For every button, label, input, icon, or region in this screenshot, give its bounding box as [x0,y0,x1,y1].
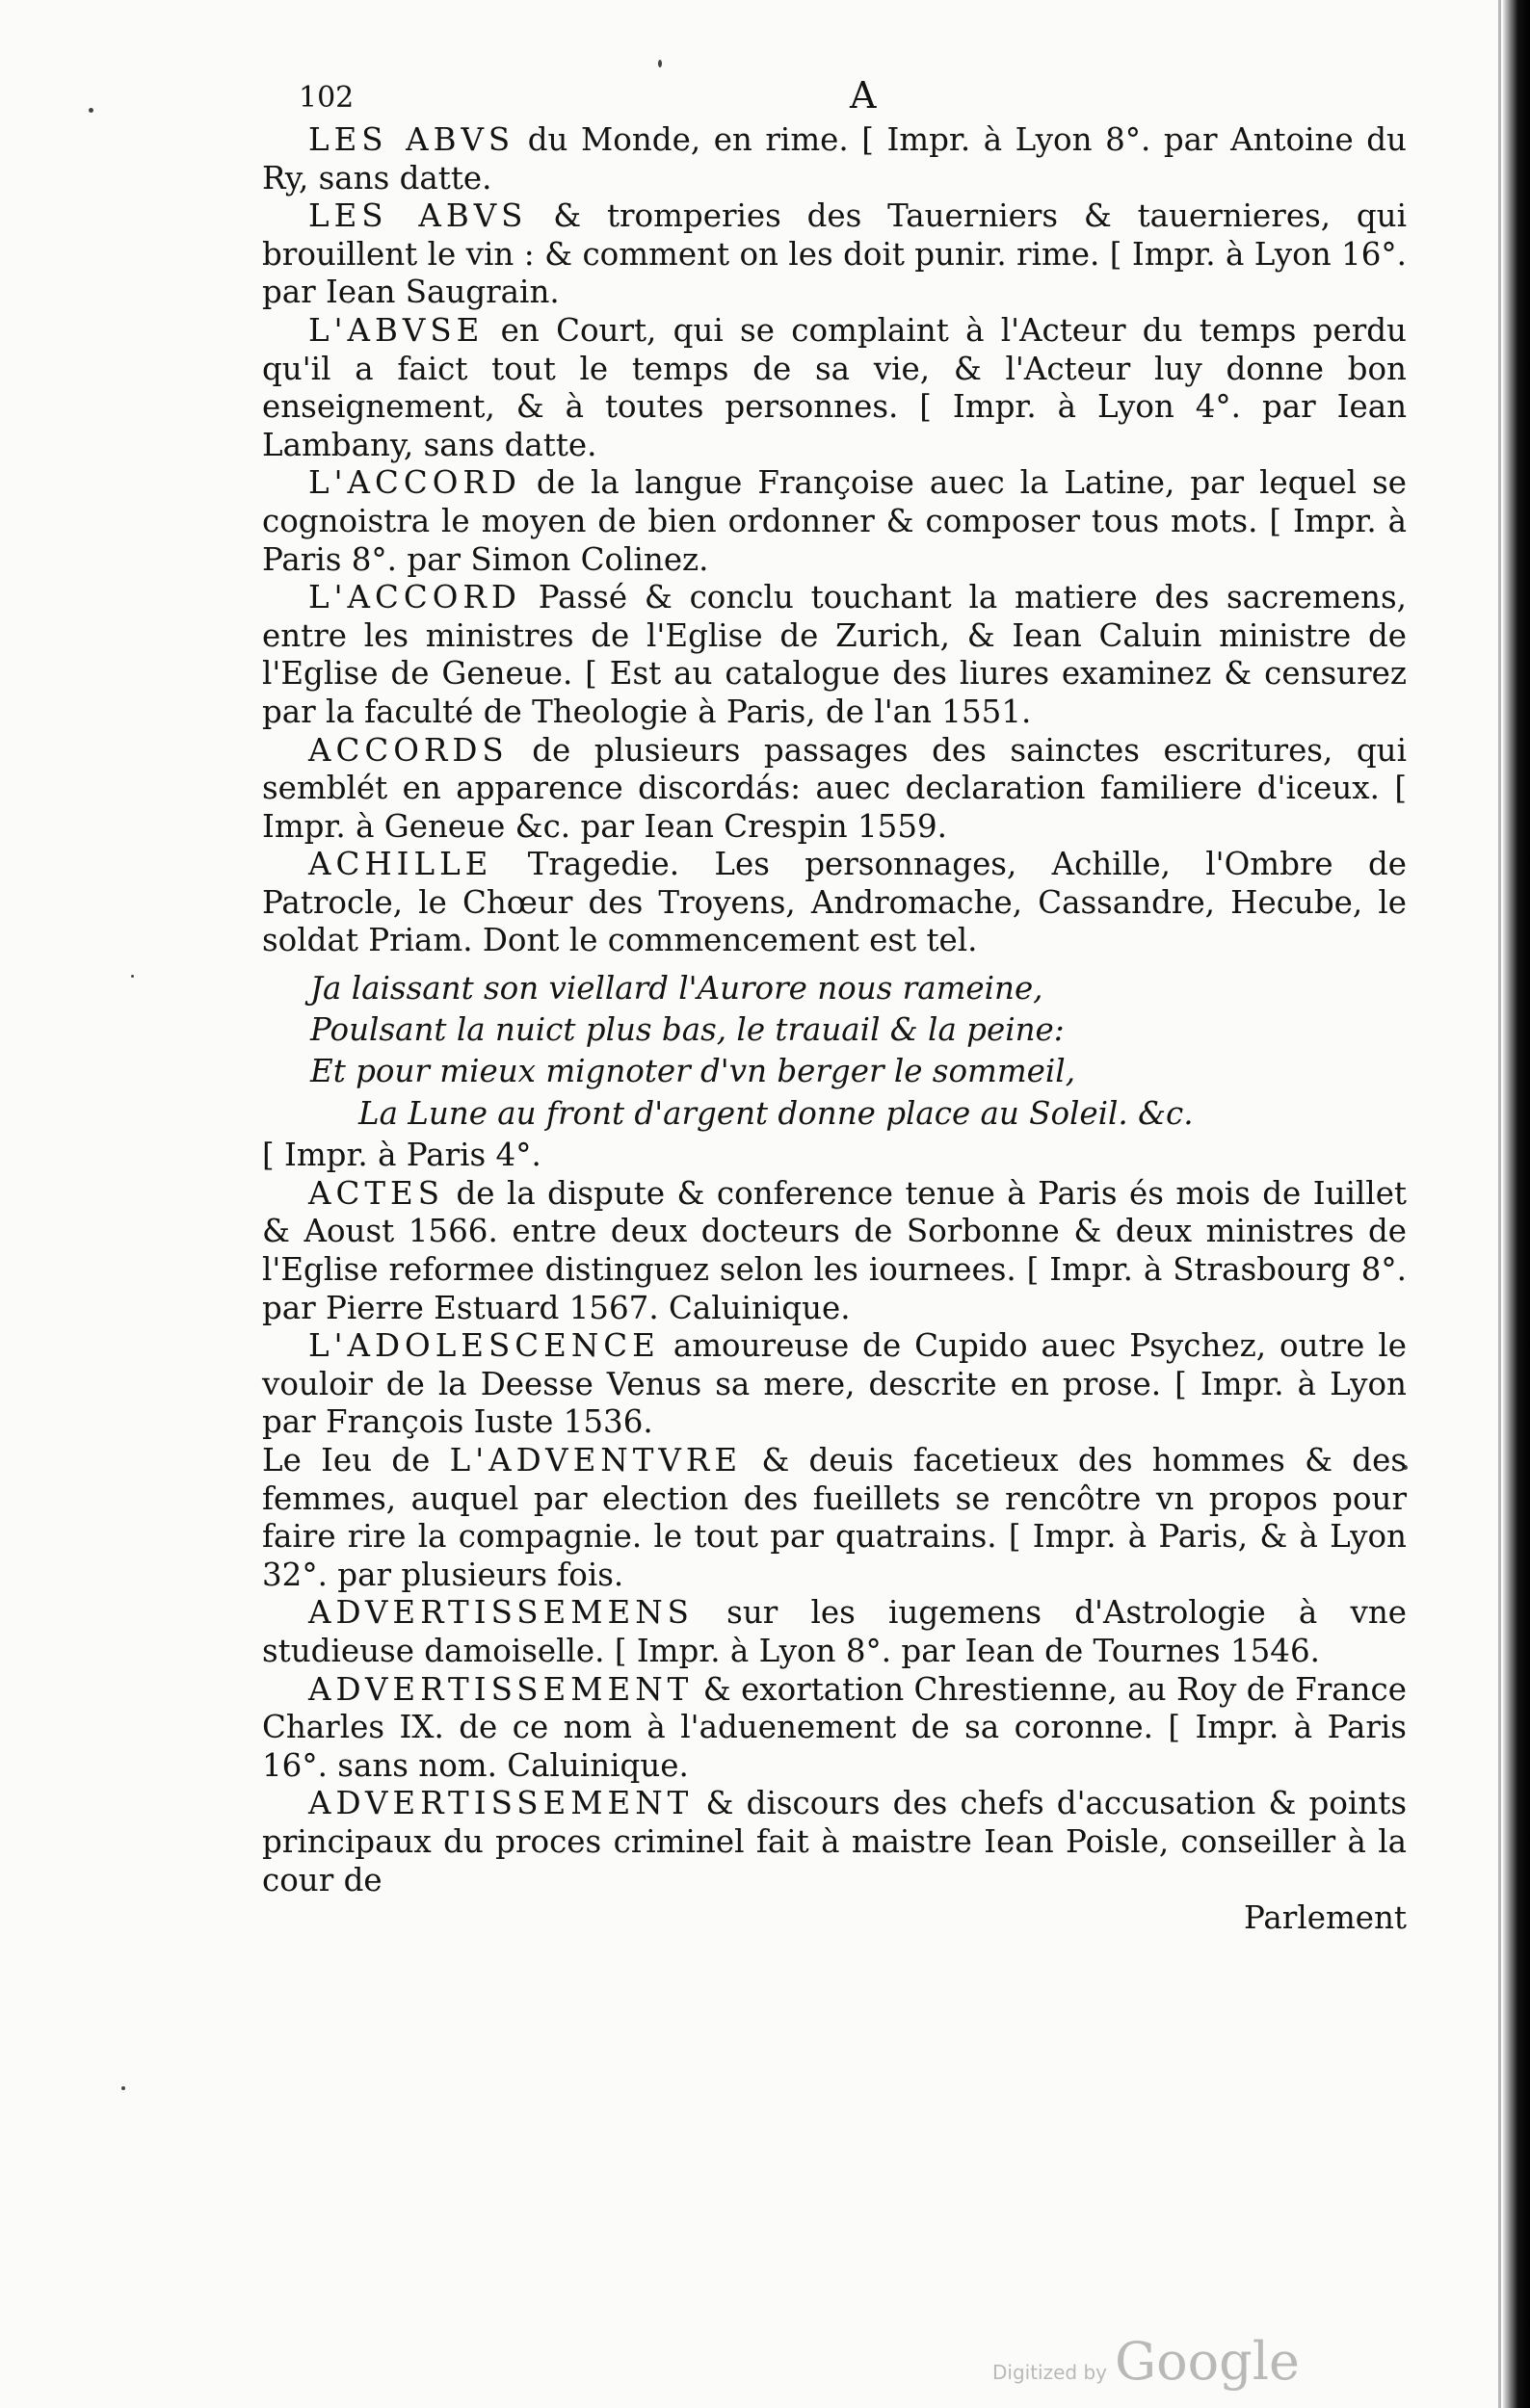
entry-keyword: L'ACCORD [308,579,521,616]
entry [262,1785,1407,1899]
entry-text: & exortation Chrestienne, au Roy de France Charles IX. de ce nom à l'aduenement de sa coronne. [ Impr. à Paris 16°. sans nom. Caluinique. [262,1670,1407,1784]
entry [262,121,1407,197]
entry [262,1327,1407,1442]
section-letter: A [850,74,878,117]
entry-keyword: L'ADOLESCENCE [308,1327,660,1365]
ink-speck [131,975,134,978]
catchword: Parlement [1244,1899,1407,1937]
entry-lead: Le Ieu de [262,1441,450,1479]
entry-text: amoureuse de Cupido auec Psychez, outre le vouloir de la Deesse Venus sa mere, descrite en prose. [ Impr. à Lyon par François Iuste 1536. [262,1327,1407,1441]
ink-speck [658,60,662,67]
entry-keyword: ADVERTISSEMENT [308,1785,694,1822]
entry-keyword: ADVERTISSEMENS [308,1594,694,1632]
entry-text: en Court, qui se complaint à l'Acteur du temps perdu qu'il a faict tout le temps de sa vie, & l'Acteur luy donne bon enseignement, & à toutes personnes. [ Impr. à Lyon 4°. par Iean Lambany, sans datte. [262,311,1407,463]
entry [262,846,1407,960]
entry-text: du Monde, en rime. [ Impr. à Lyon 8°. par Antoine du Ry, sans datte. [262,121,1407,196]
ink-speck [121,2086,125,2090]
entry-keyword: ACCORDS [308,731,509,769]
entry [262,1594,1407,1670]
verse-imprint: [ Impr. à Paris 4°. [262,1137,541,1174]
page-header [262,74,1407,121]
ink-speck [89,108,93,113]
entry [262,197,1407,312]
entry-keyword: ACTES [308,1174,445,1212]
book-text [262,74,1408,1938]
entry-text: de la langue Françoise auec la Latine, par lequel se cognoistra le moyen de bien ordonner & composer tous mots. [ Impr. à Paris 8°. par Simon Colinez. [262,464,1407,578]
entry [262,732,1407,847]
entry-keyword: LES ABVS [308,121,515,158]
entry-text: sur les iugemens d'Astrologie à vne studieuse damoiselle. [ Impr. à Lyon 8°. par Iean de Tournes 1546. [262,1594,1407,1669]
entry-text: Tragedie. Les personnages, Achille, l'Ombre de Patrocle, le Chœur des Troyens, Andromache, Cassandre, Hecube, le soldat Priam. Dont le commencement est tel. [262,846,1407,959]
verse-quotation [262,970,1407,1133]
verse-line: Ja laissant son viellard l'Aurore nous rameine, [310,970,1043,1008]
verse-line: Poulsant la nuict plus bas, le trauail & la peine: [310,1011,1065,1049]
scan-binding-edge [1503,0,1530,2408]
entry [262,579,1407,731]
entry [262,1671,1407,1786]
entry-keyword: LES ABVS [308,197,528,235]
entry-keyword: ADVERTISSEMENT [308,1670,694,1708]
entry-text: & deuis facetieux des hommes & des femmes, auquel par election des fueillets se rencôtre vn propos pour faire rire la compagnie. le tout par quatrains. [ Impr. à Paris, & à Lyon 32°. par plusieurs fois. [262,1441,1408,1593]
entry-text: & discours des chefs d'accusation & points principaux du proces criminel fait à maistre Iean Poisle, conseiller à la cour de [262,1785,1407,1898]
scan-edge-line [1498,0,1501,2408]
entry-text: de plusieurs passages des sainctes escritures, qui semblét en apparence discordás: auec declaration familiere d'iceux. [ Impr. à Geneue &c. par Iean Crespin 1559. [262,731,1407,845]
entry-keyword: L'ACCORD [308,464,521,502]
entry-keyword: ACHILLE [308,846,493,883]
verse-line: La Lune au front d'argent donne place au Soleil. &c. [358,1094,1194,1132]
verse-line: Et pour mieux mignoter d'vn berger le sommeil, [310,1053,1076,1090]
entry [262,1175,1407,1327]
entry [262,1442,1407,1594]
watermark-google-logo: Google [1115,2331,1300,2392]
entry-keyword: L'ABVSE [308,311,485,349]
entry [262,464,1407,579]
entry-keyword: L'ADVENTVRE [449,1441,743,1479]
google-watermark [992,2331,1300,2392]
entry-text: Passé & conclu touchant la matiere des sacremens, entre les ministres de l'Eglise de Zurich, & Iean Caluin ministre de l'Eglise de Geneue. [ Est au catalogue des liures examinez & censurez par la faculté de Theologie à Paris, de l'an 1551. [262,579,1407,730]
entry-text: de la dispute & conference tenue à Paris és mois de Iuillet & Aoust 1566. entre deux docteurs de Sorbonne & deux ministres de l'Eglise reformee distinguez selon les iournees. [ Impr. à Strasbourg 8°. par Pierre Estuard 1567. Caluinique. [262,1174,1407,1326]
entry [262,312,1407,464]
entry-text: & tromperies des Tauerniers & tauernieres, qui brouillent le vin : & comment on les doit punir. rime. [ Impr. à Lyon 16°. par Iean Saugrain. [262,197,1407,311]
watermark-digitized-by: Digitized by [992,2361,1107,2384]
page-number: 102 [299,81,355,115]
